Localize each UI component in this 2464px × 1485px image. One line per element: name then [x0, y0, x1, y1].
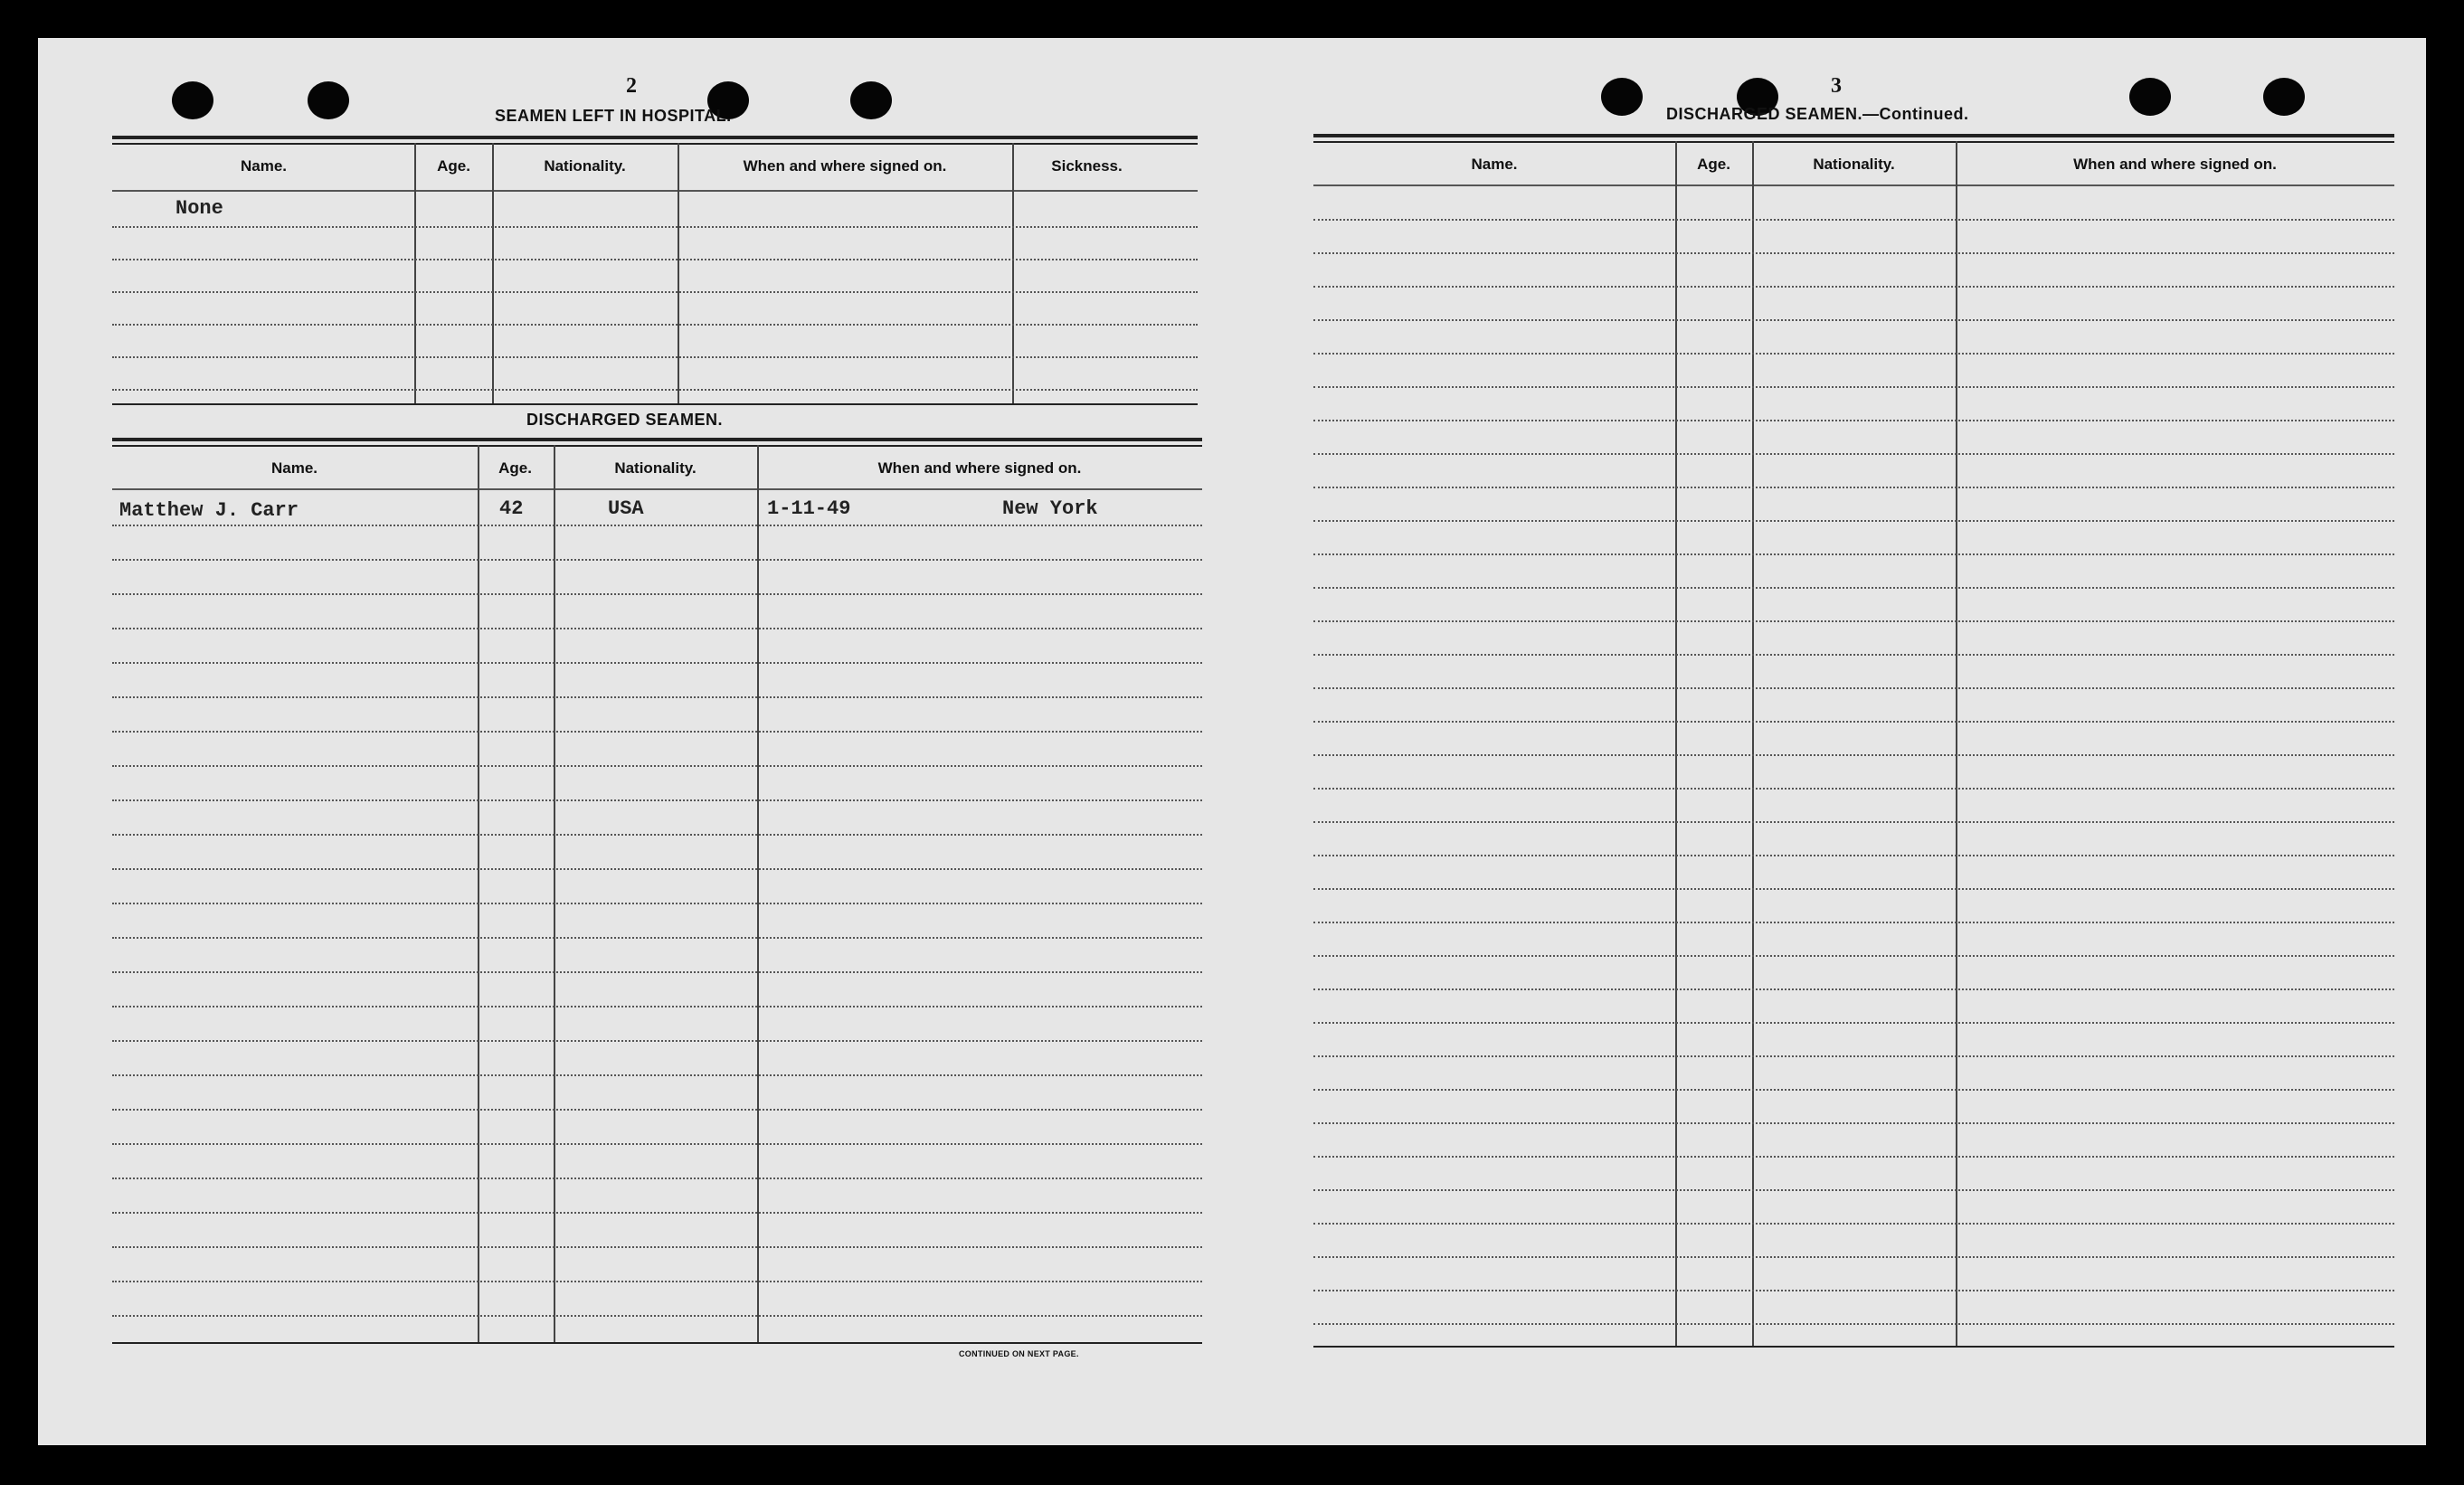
continued-section-title: DISCHARGED SEAMEN.—Continued. — [1666, 105, 1969, 123]
punch-hole — [850, 81, 892, 119]
discharged-table-left — [112, 438, 1202, 1387]
punch-hole — [1601, 78, 1643, 116]
seaman-nationality: USA — [608, 497, 644, 520]
column-header-signed-on: When and where signed on. — [877, 459, 1082, 477]
hospital-entry-none: None — [175, 197, 223, 220]
hospital-section-title: SEAMEN LEFT IN HOSPITAL. — [495, 107, 732, 125]
column-header-age: Age. — [437, 157, 470, 175]
column-header-sickness: Sickness. — [1051, 157, 1123, 175]
column-header-name: Name. — [1471, 156, 1518, 173]
discharged-section-title: DISCHARGED SEAMEN. — [526, 411, 724, 429]
page-number-left: 2 — [626, 74, 637, 98]
ledger-sheet — [38, 38, 2426, 1445]
column-header-nationality: Nationality. — [544, 157, 626, 175]
column-header-age: Age. — [498, 459, 532, 477]
seaman-signed-place: New York — [1002, 497, 1098, 520]
continued-note: CONTINUED ON NEXT PAGE. — [959, 1349, 1079, 1358]
hospital-table — [112, 136, 1198, 443]
page-number-right: 3 — [1831, 74, 1842, 98]
column-header-nationality: Nationality. — [1813, 156, 1895, 173]
punch-hole — [172, 81, 213, 119]
column-header-nationality: Nationality. — [614, 459, 697, 477]
column-header-signed-on: When and where signed on. — [2073, 156, 2277, 173]
seaman-age: 42 — [499, 497, 524, 520]
seaman-name: Matthew J. Carr — [119, 499, 299, 522]
column-header-name: Name. — [270, 459, 318, 477]
discharged-table-right — [1313, 134, 2394, 1391]
seaman-signed-date: 1-11-49 — [767, 497, 851, 520]
punch-hole — [2263, 78, 2305, 116]
punch-hole — [2129, 78, 2171, 116]
punch-hole — [308, 81, 349, 119]
column-header-age: Age. — [1697, 156, 1730, 173]
column-header-name: Name. — [240, 157, 288, 175]
column-header-signed-on: When and where signed on. — [743, 157, 947, 175]
